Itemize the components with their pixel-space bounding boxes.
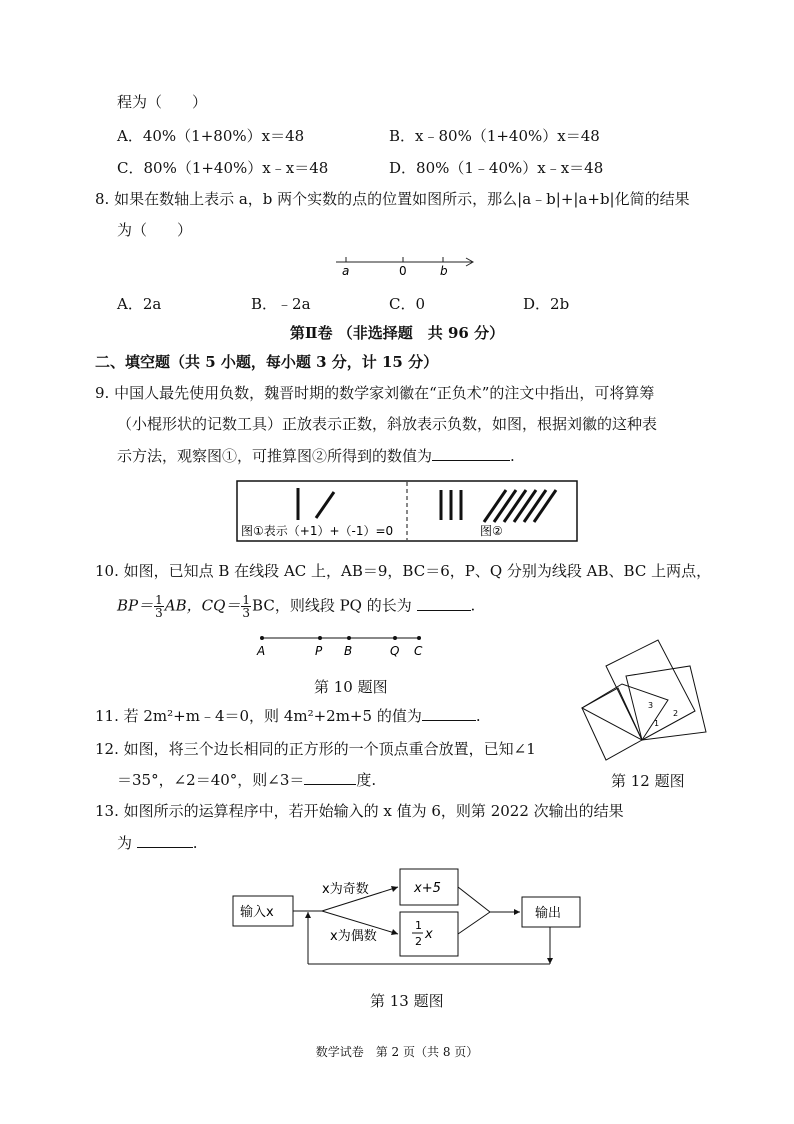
q9-answer-blank[interactable] — [432, 446, 510, 461]
q7-option-a: A．40%（1+80%）x＝48 — [117, 127, 305, 145]
even-op-numerator: 1 — [415, 919, 422, 932]
q8-option-b: B．﹣2a — [251, 295, 311, 313]
q13-answer-blank[interactable] — [137, 833, 193, 848]
q13-line2 — [117, 833, 198, 853]
angle-label-1: 1 — [654, 719, 660, 728]
q10-fraction-2: $\frac{1}{3}$ — [242, 593, 251, 620]
q13-caption: 第 13 题图 — [370, 992, 444, 1010]
output-box-label: 输出 — [535, 906, 562, 921]
q7-option-b: B．x﹣80%（1+40%）x＝48 — [389, 127, 600, 145]
section2-title: 二、填空题（共 5 小题，每小题 3 分，计 15 分） — [95, 353, 439, 371]
q10-answer-blank[interactable] — [417, 596, 471, 611]
even-op-variable: x — [425, 927, 433, 942]
q12-line2 — [117, 770, 376, 790]
q13-line2-text: 为 — [117, 834, 133, 852]
fig1-caption: 图①表示（+1）+（-1）=0 — [241, 524, 394, 538]
q9-line2: （小棍形状的记数工具）正放表示正数，斜放表示负数，如图，根据刘徽的这种表 — [117, 415, 658, 433]
odd-branch-label: x为奇数 — [322, 882, 369, 897]
q13-line1: 13. 如图所示的运算程序中，若开始输入的 x 值为 6，则第 2022 次输出的结果 — [95, 802, 624, 820]
q9-line3-text: 示方法，观察图①，可推算图②所得到的数值为 — [117, 447, 433, 465]
q11-line — [95, 706, 481, 726]
q9-line3-end: . — [510, 447, 515, 465]
q7-option-d: D．80%（1﹣40%）x﹣x＝48 — [389, 159, 604, 177]
angle-label-3: 3 — [648, 701, 654, 710]
q9-line1: 9. 中国人最先使用负数，魏晋时期的数学家刘徽在“正负术”的注文中指出，可将算筹 — [95, 384, 655, 402]
page-footer: 数学试卷 第 2 页（共 8 页） — [315, 1045, 479, 1059]
even-branch-label: x为偶数 — [330, 929, 377, 944]
odd-operation: x+5 — [414, 881, 441, 896]
q10-ab: AB，CQ＝ — [164, 596, 241, 615]
q8-line1: 8. 如果在数轴上表示 a，b 两个实数的点的位置如图所示，那么|a﹣b|+|a+b|化简的结果 — [95, 190, 690, 208]
q12-squares-figure — [578, 636, 710, 762]
angle-label-2: 2 — [673, 709, 679, 718]
axis-label-b: b — [440, 264, 448, 278]
point-c: C — [414, 644, 423, 658]
part2-title: 第Ⅱ卷 （非选择题 共 96 分） — [289, 324, 505, 342]
q12-line2a: ＝35°，∠2＝40°，则∠3＝ — [117, 771, 305, 789]
axis-label-zero: 0 — [399, 264, 407, 278]
point-p: P — [315, 644, 323, 658]
fig2-caption: 图② — [480, 524, 503, 538]
q12-caption: 第 12 题图 — [611, 772, 685, 790]
q9-counting-rods-figure — [236, 480, 578, 542]
q8-number-line — [330, 250, 480, 280]
q8-option-c: C．0 — [389, 295, 426, 313]
q7-option-c: C．80%（1+40%）x﹣x＝48 — [117, 159, 329, 177]
axis-label-a: a — [342, 264, 350, 278]
point-a: A — [257, 644, 266, 658]
q8-option-a: A．2a — [117, 295, 162, 313]
q10-line1: 10. 如图，已知点 B 在线段 AC 上，AB＝9，BC＝6，P、Q 分别为线段 AB、BC 上两点， — [95, 562, 712, 580]
input-box-label: 输入x — [240, 905, 274, 920]
q10-line2 — [117, 594, 475, 619]
q12-answer-blank[interactable] — [304, 770, 356, 785]
q8-line2: 为（ ） — [117, 221, 193, 239]
point-q: Q — [390, 644, 400, 658]
q10-end: . — [470, 596, 476, 615]
q10-fraction-1: $\frac{1}{3}$ — [155, 593, 163, 620]
q12-line1: 12. 如图，将三个边长相同的正方形的一个顶点重合放置，已知∠1 — [95, 740, 536, 758]
q12-line2b: 度. — [356, 771, 377, 789]
q10-bc: BC，则线段 PQ 的长为 — [252, 596, 412, 615]
q10-bp: BP＝ — [117, 596, 154, 615]
even-op-denominator: 2 — [415, 935, 422, 948]
q7-continuation: 程为（ ） — [117, 93, 208, 111]
q13-flowchart — [232, 866, 592, 974]
q13-end: . — [192, 834, 198, 852]
point-b: B — [344, 644, 353, 658]
q11-answer-blank[interactable] — [422, 706, 476, 721]
q10-caption: 第 10 题图 — [314, 678, 388, 696]
q10-segment-figure — [254, 630, 434, 660]
q11-text: 11. 若 2m²+m﹣4＝0，则 4m²+2m+5 的值为 — [95, 707, 422, 725]
q11-end: . — [475, 707, 481, 725]
q9-line3 — [117, 446, 515, 466]
q8-option-d: D．2b — [523, 295, 570, 313]
